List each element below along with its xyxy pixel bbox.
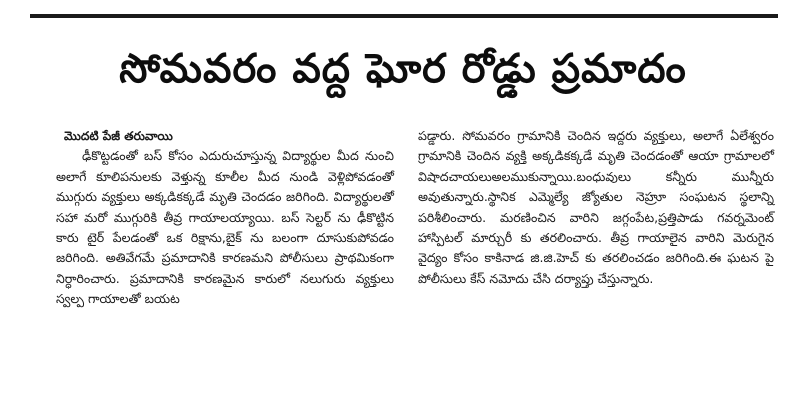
article-column-right bbox=[418, 126, 774, 289]
article-body-left: ఢీకొట్టడంతో బస్ కోసం ఎదురుచూస్తున్న విద్యార్థుల మీద నుంచి అలాగే కూలిపనులకు వెళ్తున్న కూలీల మీద నుండి వెళ్లిపోవడంతో ముగ్గురు వ్యక్తులు అక్కడికక్కడే మృతి చెందడం జరిగింది. విద్యార్థులతో సహా మరో ముగ్గురికి తీవ్ర గాయాలయ్యాయి. బస్ సెల్టర్ ను ఢీకొట్టిన కారు టైర్ పేలడంతో ఒక రిక్షాను,బైక్ ను బలంగా దూసుకుపోవడం జరిగింది. అతివేగమే ప్రమాదానికి కారణమని పోలీసులు ప్రాథమికంగా నిర్ధారించారు. ప్రమాదానికి కారణమైన కారులో నలుగురు వ్యక్తులు స్వల్ప గాయాలతో బయట bbox=[56, 148, 394, 307]
top-rule bbox=[30, 14, 778, 18]
article-body-right: పడ్డారు. సోమవరం గ్రామానికి చెందిన ఇద్దరు వ్యక్తులు, అలాగే ఏలేశ్వరం గ్రామానికి చెందిన వ్యక్తి అక్కడికక్కడే మృతి చెందడంతో ఆయా గ్రామాలలో విషాదచాయలుఅలముకున్నాయి.బంధువులు కన్నీరు మున్నీరు అవుతున్నారు.స్థానిక ఎమ్మెల్యే జ్యోతుల నెహ్రూ సంఘటన స్థలాన్ని పరిశీలించారు. మరణించిన వారిని జగ్గంపేట,ప్రత్తిపాడు గవర్నమెంట్ హాస్పిటల్ మార్చురీ కు తరలించారు. తీవ్ర గాయాలైన వారిని మెరుగైన వైద్యం కోసం కాకినాడ జి.జి.హెచ్ కు తరలించడం జరిగింది.ఈ ఘటన పై పోలీసులు కేస్ నమోదు చేసి దర్యాప్తు చేస్తున్నారు. bbox=[418, 128, 774, 286]
continuation-kicker: మొదటి పేజీ తరువాయి bbox=[64, 129, 173, 143]
headline: సోమవరం వద్ద ఘోర రోడ్డు ప్రమాదం bbox=[119, 46, 687, 92]
article-column-left bbox=[56, 126, 394, 310]
